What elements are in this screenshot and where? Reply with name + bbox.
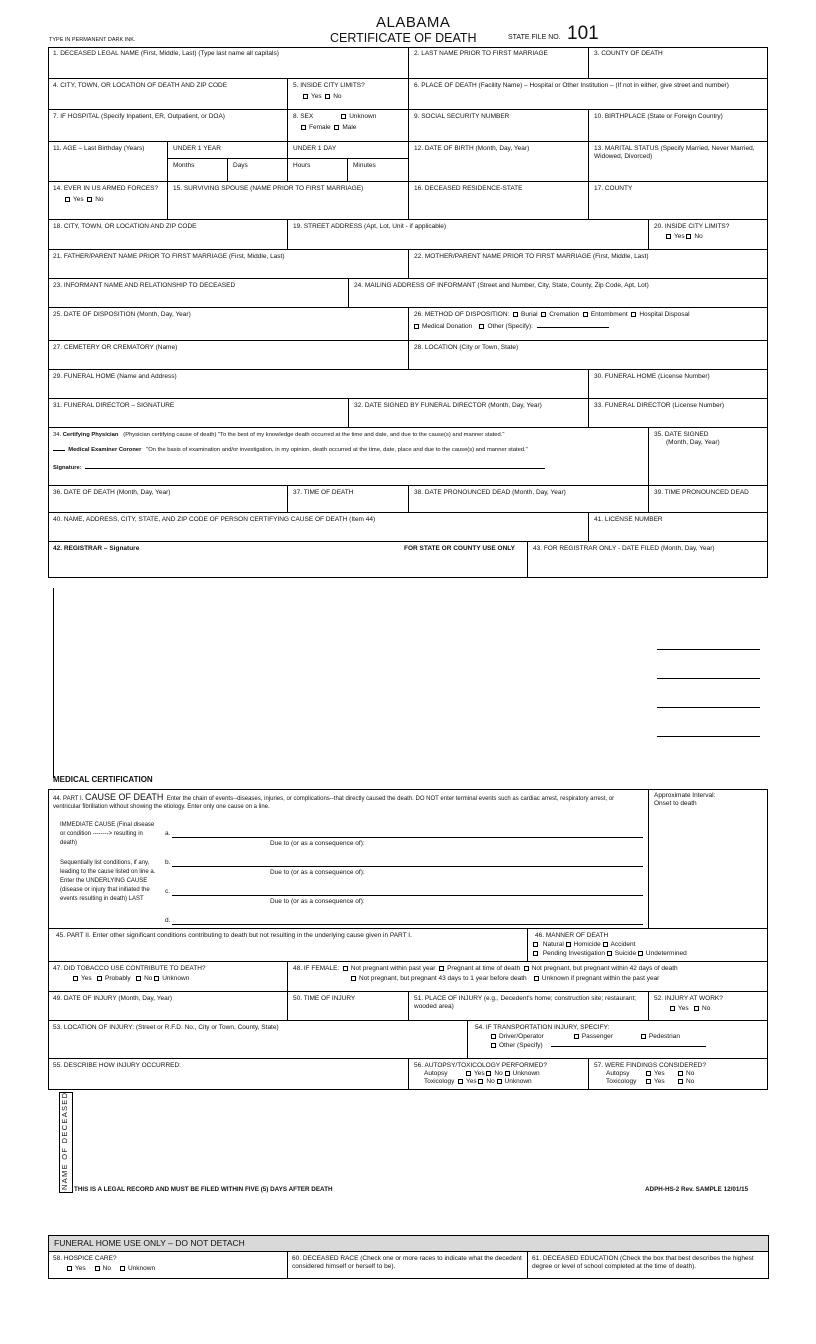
no-label: No bbox=[686, 1078, 695, 1086]
passenger-checkbox[interactable] bbox=[574, 1034, 579, 1039]
field-24-informant-address[interactable] bbox=[349, 279, 768, 308]
yes-checkbox[interactable] bbox=[466, 1071, 471, 1076]
yes-checkbox[interactable] bbox=[458, 1079, 463, 1084]
label: 9. SOCIAL SECURITY NUMBER bbox=[414, 113, 510, 120]
label: 60. DECEASED RACE (Check one or more races to indicate what the decedent considered himself or herself to be). bbox=[292, 1255, 522, 1271]
label: 52. INJURY AT WORK? bbox=[654, 995, 723, 1002]
other-specify-label: Other (Specify): bbox=[487, 323, 533, 331]
label: Approximate Interval: Onset to death bbox=[654, 792, 716, 808]
line-a-label: a. bbox=[165, 830, 171, 837]
label: 20. INSIDE CITY LIMITS? bbox=[654, 223, 730, 230]
label: 36. DATE OF DEATH (Month, Day, Year) bbox=[53, 489, 171, 496]
state-file-number: 101 bbox=[567, 23, 599, 44]
label: UNDER 1 YEAR bbox=[173, 145, 221, 152]
pregnant-43-days-checkbox[interactable] bbox=[351, 976, 356, 981]
field-10-birthplace[interactable] bbox=[589, 110, 768, 142]
label: 33. FUNERAL DIRECTOR (License Number) bbox=[594, 402, 725, 409]
suicide-checkbox[interactable] bbox=[638, 951, 643, 956]
label: 14. EVER IN US ARMED FORCES? bbox=[53, 185, 159, 192]
yes-checkbox[interactable] bbox=[303, 94, 308, 99]
field-7-if-hospital[interactable] bbox=[48, 110, 288, 142]
field-34-certifier bbox=[48, 428, 649, 486]
label: 54. IF TRANSPORTATION INJURY, SPECIFY: bbox=[475, 1024, 610, 1031]
field-11-age[interactable] bbox=[48, 142, 168, 182]
field-9-ssn[interactable] bbox=[409, 110, 589, 142]
due-to-label: Due to (or as a consequence of): bbox=[270, 840, 365, 847]
probably-label: Probably bbox=[105, 975, 131, 983]
unknown-label: Unknown bbox=[512, 1070, 540, 1078]
form-id: ADPH-HS-2 Rev. SAMPLE 12/01/15 bbox=[645, 1186, 749, 1193]
not-pregnant-year-checkbox[interactable] bbox=[343, 966, 348, 971]
no-label: No bbox=[144, 975, 153, 983]
no-label: No bbox=[486, 1078, 495, 1086]
autopsy-label: Autopsy bbox=[424, 1070, 448, 1078]
label: 18. CITY, TOWN, OR LOCATION AND ZIP CODE bbox=[53, 223, 197, 230]
blank-line bbox=[657, 736, 760, 737]
no-label: No bbox=[102, 1265, 111, 1273]
field-14-armed-forces bbox=[48, 182, 168, 220]
field-33-funeral-director-license[interactable] bbox=[589, 399, 768, 428]
field-26-method-of-disposition bbox=[409, 308, 768, 341]
field-18-city-zip[interactable] bbox=[48, 220, 288, 250]
label: 19. STREET ADDRESS (Apt, Lot, Unit - if applicable) bbox=[293, 223, 447, 230]
days-field[interactable] bbox=[228, 159, 288, 182]
label: 45. PART II. Enter other significant conditions contributing to death but not resulting in the underlying cause given in PART I. bbox=[56, 932, 412, 939]
label: Minutes bbox=[353, 162, 376, 169]
field-48-if-female bbox=[288, 962, 768, 992]
field-31-funeral-director-signature[interactable] bbox=[48, 399, 349, 428]
pedestrian-label: Pedestrian bbox=[648, 1033, 680, 1041]
field-number: 34. bbox=[53, 432, 62, 438]
no-label: No bbox=[686, 1070, 695, 1078]
field-23-informant[interactable] bbox=[48, 279, 349, 308]
yes-label: Yes bbox=[654, 1078, 665, 1086]
natural-label: Natural bbox=[542, 941, 564, 949]
cause-line-a[interactable] bbox=[172, 837, 643, 838]
line-c-label: c. bbox=[165, 888, 171, 895]
other-label: Other (Specify) bbox=[499, 1042, 543, 1050]
state-title: ALABAMA bbox=[376, 14, 451, 31]
field-61-deceased-education[interactable] bbox=[528, 1252, 768, 1278]
medical-examiner-label: Medical Examiner Coroner bbox=[68, 447, 142, 454]
certifying-physician-label: Certifying Physician bbox=[62, 432, 119, 438]
signature-line[interactable] bbox=[85, 468, 545, 469]
label: 38. DATE PRONOUNCED DEAD (Month, Day, Year) bbox=[414, 489, 566, 496]
yes-label: Yes bbox=[311, 93, 322, 101]
field-52-injury-at-work bbox=[649, 992, 768, 1021]
label: 32. DATE SIGNED BY FUNERAL DIRECTOR (Month, Day, Year) bbox=[354, 402, 542, 409]
field-1-deceased-name[interactable] bbox=[48, 47, 409, 79]
label: 1. DECEASED LEGAL NAME (First, Middle, Last) (Type last name all capitals) bbox=[53, 50, 279, 57]
field-21-father-name[interactable] bbox=[48, 250, 409, 279]
toxicology-label: Toxicology bbox=[606, 1078, 637, 1086]
field-20-inside-city-limits bbox=[649, 220, 768, 250]
hospital-disposal-label: Hospital Disposal bbox=[639, 311, 690, 318]
other-checkbox[interactable] bbox=[479, 324, 484, 329]
immediate-cause-label: IMMEDIATE CAUSE (Final disease or condition --------> resulting in death) bbox=[60, 822, 155, 846]
hospital-disposal-checkbox[interactable] bbox=[631, 312, 636, 317]
label: 31. FUNERAL DIRECTOR – SIGNATURE bbox=[53, 402, 175, 409]
field-41-license-number[interactable] bbox=[589, 513, 768, 542]
driver-checkbox[interactable] bbox=[491, 1034, 496, 1039]
yes-label: Yes bbox=[466, 1078, 477, 1086]
label: 35. DATE SIGNED bbox=[654, 431, 709, 438]
cause-line-c[interactable] bbox=[172, 895, 643, 896]
label: 29. FUNERAL HOME (Name and Address) bbox=[53, 373, 177, 380]
field-60-deceased-race[interactable] bbox=[288, 1252, 528, 1278]
field-15-surviving-spouse[interactable] bbox=[168, 182, 409, 220]
autopsy-label: Autopsy bbox=[606, 1070, 630, 1078]
pregnant-at-death-checkbox[interactable] bbox=[439, 966, 444, 971]
medical-certification-heading: MEDICAL CERTIFICATION bbox=[53, 775, 153, 784]
margin-rule bbox=[53, 588, 54, 778]
label: 24. MAILING ADDRESS OF INFORMANT (Street and Number, City, State, County, Zip Code, Apt, Lot) bbox=[354, 282, 649, 289]
no-checkbox[interactable] bbox=[325, 94, 330, 99]
no-label: No bbox=[494, 1070, 503, 1078]
field-6-place-of-death[interactable] bbox=[409, 79, 768, 110]
field-28-location[interactable] bbox=[409, 341, 768, 370]
label: 12. DATE OF BIRTH (Month, Day, Year) bbox=[414, 145, 530, 152]
label: 56. AUTOPSY/TOXICOLOGY PERFORMED? bbox=[414, 1062, 547, 1069]
field-43-date-filed[interactable] bbox=[528, 542, 768, 578]
label: 47. DID TOBACCO USE CONTRIBUTE TO DEATH? bbox=[53, 965, 206, 972]
funeral-home-header-text: FUNERAL HOME USE ONLY – DO NOT DETACH bbox=[54, 1238, 245, 1248]
label: 53. LOCATION OF INJURY: (Street or R.F.D. No., City or Town, County, State) bbox=[53, 1024, 279, 1031]
field-29-funeral-home[interactable] bbox=[48, 370, 589, 399]
yes-label: Yes bbox=[73, 196, 84, 204]
label: 30. FUNERAL HOME (License Number) bbox=[594, 373, 710, 380]
sequential-label: Sequentially list conditions, if any, leading to the cause listed on line a. Enter the UNDERLYING CAUSE (disease or injury that initiated the events resulting in death) LAST bbox=[60, 860, 156, 903]
no-checkbox[interactable] bbox=[136, 976, 141, 981]
label: 13. MARITAL STATUS (Specify Married, Never Married, Widowed, Divorced) bbox=[594, 145, 755, 161]
field-30-funeral-home-license[interactable] bbox=[589, 370, 768, 399]
label: 23. INFORMANT NAME AND RELATIONSHIP TO DECEASED bbox=[53, 282, 236, 289]
label: 57. WERE FINDINGS CONSIDERED? bbox=[594, 1062, 706, 1069]
label: 50. TIME OF INJURY bbox=[293, 995, 356, 1002]
unknown-label: Unknown bbox=[349, 113, 377, 120]
label: 10. BIRTHPLACE (State or Foreign Country) bbox=[594, 113, 723, 120]
pending-label: Pending Investigation bbox=[542, 950, 605, 958]
for-state-county-use: FOR STATE OR COUNTY USE ONLY bbox=[404, 545, 515, 552]
label: 8. SEX bbox=[293, 113, 314, 120]
other-checkbox[interactable] bbox=[491, 1043, 496, 1048]
yes-label: Yes bbox=[654, 1070, 665, 1078]
blank-line bbox=[657, 707, 760, 708]
unknown-pregnant-checkbox[interactable] bbox=[534, 976, 539, 981]
yes-checkbox[interactable] bbox=[666, 234, 671, 239]
funeral-home-header bbox=[49, 1236, 768, 1252]
label: 48. IF FEMALE: bbox=[293, 965, 340, 972]
no-checkbox[interactable] bbox=[478, 1079, 483, 1084]
field-36-date-of-death[interactable] bbox=[48, 486, 288, 513]
line-b-label: b. bbox=[165, 859, 171, 866]
field-49-date-of-injury[interactable] bbox=[48, 992, 288, 1021]
unknown-checkbox[interactable] bbox=[341, 114, 346, 119]
label: 5. INSIDE CITY LIMITS? bbox=[293, 82, 365, 89]
accident-label: Accident bbox=[610, 941, 636, 949]
field-51-place-of-injury[interactable] bbox=[409, 992, 649, 1021]
medical-donation-checkbox[interactable] bbox=[414, 324, 419, 329]
field-47-tobacco bbox=[48, 962, 288, 992]
male-checkbox[interactable] bbox=[334, 125, 339, 130]
field-42-registrar-signature[interactable] bbox=[48, 542, 528, 578]
field-12-date-of-birth[interactable] bbox=[409, 142, 589, 182]
yes-checkbox[interactable] bbox=[670, 1006, 675, 1011]
field-2-last-name-prior[interactable] bbox=[409, 47, 589, 79]
label: 26. METHOD OF DISPOSITION: bbox=[414, 311, 510, 318]
unknown-checkbox[interactable] bbox=[497, 1079, 502, 1084]
no-label: No bbox=[694, 233, 703, 241]
female-checkbox[interactable] bbox=[301, 125, 306, 130]
state-file-label: STATE FILE NO. bbox=[508, 34, 561, 41]
probably-checkbox[interactable] bbox=[97, 976, 102, 981]
homicide-label: Homicide bbox=[573, 941, 601, 949]
field-39-time-pronounced[interactable] bbox=[649, 486, 768, 513]
label: 42. REGISTRAR – Signature bbox=[53, 545, 140, 552]
label: 28. LOCATION (City or Town, State) bbox=[414, 344, 519, 351]
natural-checkbox[interactable] bbox=[566, 942, 571, 947]
toxicology-label: Toxicology bbox=[424, 1078, 455, 1086]
field-50-time-of-injury[interactable] bbox=[288, 992, 409, 1021]
medical-examiner-text: "On the basis of examination and/or investigation, in my opinion, death occurred at the time, date, place and due to the cause(s) and manner stated." bbox=[146, 447, 528, 454]
label: 40. NAME, ADDRESS, CITY, STATE, AND ZIP CODE OF PERSON CERTIFYING CAUSE OF DEATH (Item 44) bbox=[53, 516, 376, 523]
label: 55. DESCRIBE HOW INJURY OCCURRED: bbox=[53, 1062, 181, 1069]
label: 15. SURVIVING SPOUSE (NAME PRIOR TO FIRST MARRIAGE) bbox=[173, 185, 364, 192]
certifying-physician-text: (Physician certifying cause of death) "To the best of my knowledge death occurred at the time and date, and due to the cause(s) and manner stated." bbox=[123, 432, 505, 438]
unknown-label: Unknown bbox=[127, 1265, 156, 1273]
field-25-date-of-disposition[interactable] bbox=[48, 308, 409, 341]
certificate-title: CERTIFICATE OF DEATH bbox=[330, 31, 477, 45]
label: 25. DATE OF DISPOSITION (Month, Day, Year) bbox=[53, 311, 191, 318]
field-32-date-signed[interactable] bbox=[349, 399, 589, 428]
yes-checkbox[interactable] bbox=[65, 197, 70, 202]
cause-line-b[interactable] bbox=[172, 866, 643, 867]
no-label: No bbox=[333, 93, 342, 101]
hours-field[interactable] bbox=[288, 159, 348, 182]
label: 6. PLACE OF DEATH (Facility Name) – Hospital or Other Institution – (If not in either, give street and number) bbox=[414, 82, 729, 89]
pregnant-43-days-label: Not pregnant, but pregnant 43 days to 1 year before death bbox=[359, 975, 527, 983]
pregnant-at-death-label: Pregnant at time of death bbox=[447, 965, 521, 972]
label: 41. LICENSE NUMBER bbox=[594, 516, 663, 523]
under-1-year-header bbox=[168, 142, 288, 159]
label: 2. LAST NAME PRIOR TO FIRST MARRIAGE bbox=[414, 50, 548, 57]
yes-label: Yes bbox=[81, 975, 92, 983]
field-54-transportation-injury bbox=[468, 1021, 768, 1059]
no-checkbox[interactable] bbox=[95, 1266, 100, 1271]
no-label: No bbox=[702, 1005, 711, 1013]
label: 51. PLACE OF INJURY (e.g., Decedent's home; construction site; restaurant; wooded area) bbox=[414, 995, 637, 1011]
unknown-label: Unknown bbox=[504, 1078, 532, 1086]
suicide-label: Suicide bbox=[614, 950, 637, 958]
yes-label: Yes bbox=[674, 233, 685, 241]
passenger-label: Passenger bbox=[581, 1033, 613, 1041]
no-checkbox[interactable] bbox=[87, 197, 92, 202]
field-37-time-of-death[interactable] bbox=[288, 486, 409, 513]
yes-checkbox[interactable] bbox=[67, 1266, 72, 1271]
label: 3. COUNTY OF DEATH bbox=[594, 50, 663, 57]
label: 49. DATE OF INJURY (Month, Day, Year) bbox=[53, 995, 173, 1002]
label: Hours bbox=[293, 162, 311, 169]
field-46-manner-of-death bbox=[528, 929, 768, 962]
sublabel: (Month, Day, Year) bbox=[666, 439, 720, 447]
field-27-cemetery[interactable] bbox=[48, 341, 409, 370]
medical-donation-label: Medical Donation bbox=[422, 323, 473, 331]
label: 46. MANNER OF DEATH bbox=[535, 932, 609, 939]
medical-examiner-check-line[interactable] bbox=[53, 450, 65, 451]
line-d-label: d. bbox=[165, 917, 171, 924]
approximate-interval[interactable] bbox=[649, 789, 768, 929]
entombment-checkbox[interactable] bbox=[583, 312, 588, 317]
field-5-inside-city-limits bbox=[288, 79, 409, 110]
female-label: Female bbox=[309, 124, 331, 132]
label: 21. FATHER/PARENT NAME PRIOR TO FIRST MARRIAGE (First, Middle, Last) bbox=[53, 253, 285, 260]
label: 17. COUNTY bbox=[594, 185, 633, 192]
label: 22. MOTHER/PARENT NAME PRIOR TO FIRST MARRIAGE (First, Middle, Last) bbox=[414, 253, 649, 260]
signature-label: Signature: bbox=[53, 465, 82, 472]
pregnant-42-days-label: Not pregnant, but pregnant within 42 days of death bbox=[531, 965, 678, 972]
field-8-sex bbox=[288, 110, 409, 142]
burial-label: Burial bbox=[520, 311, 538, 318]
other-specify-line[interactable] bbox=[551, 1046, 706, 1047]
burial-checkbox[interactable] bbox=[513, 312, 518, 317]
unknown-checkbox[interactable] bbox=[120, 1266, 125, 1271]
no-checkbox[interactable] bbox=[694, 1006, 699, 1011]
months-field[interactable] bbox=[168, 159, 228, 182]
cause-line-d[interactable] bbox=[172, 924, 643, 925]
label: 43. FOR REGISTRAR ONLY - DATE FILED (Month, Day, Year) bbox=[533, 545, 715, 552]
yes-label: Yes bbox=[474, 1070, 485, 1078]
male-label: Male bbox=[342, 124, 357, 132]
not-pregnant-year-label: Not pregnant within past year bbox=[350, 965, 436, 972]
field-55-how-injury-occurred[interactable] bbox=[48, 1059, 409, 1090]
label: 4. CITY, TOWN, OR LOCATION OF DEATH AND ZIP CODE bbox=[53, 82, 228, 89]
no-label: No bbox=[95, 196, 104, 204]
label: 39. TIME PRONOUNCED DEAD bbox=[654, 489, 749, 496]
name-of-deceased-label: NAME OF DECEASED bbox=[60, 1091, 69, 1190]
yes-checkbox[interactable] bbox=[646, 1079, 651, 1084]
blank-line bbox=[657, 678, 760, 679]
entombment-label: Entombment bbox=[590, 311, 628, 318]
label: 27. CEMETERY OR CREMATORY (Name) bbox=[53, 344, 178, 351]
field-58-hospice bbox=[49, 1252, 288, 1278]
yes-label: Yes bbox=[678, 1005, 689, 1013]
homicide-checkbox[interactable] bbox=[603, 942, 608, 947]
due-to-label: Due to (or as a consequence of): bbox=[270, 869, 365, 876]
under-1-day-header bbox=[288, 142, 409, 159]
no-checkbox[interactable] bbox=[486, 1071, 491, 1076]
field-57-findings-considered bbox=[589, 1059, 768, 1090]
field-53-location-of-injury[interactable] bbox=[48, 1021, 468, 1059]
label: Months bbox=[173, 162, 195, 169]
field-35-date-signed[interactable] bbox=[649, 428, 768, 486]
yes-checkbox[interactable] bbox=[73, 976, 78, 981]
part-1-label: 44. PART I. bbox=[53, 796, 84, 802]
no-checkbox[interactable] bbox=[686, 234, 691, 239]
cremation-checkbox[interactable] bbox=[541, 312, 546, 317]
field-45-other-conditions[interactable] bbox=[48, 929, 528, 962]
pedestrian-checkbox[interactable] bbox=[641, 1034, 646, 1039]
due-to-label: Due to (or as a consequence of): bbox=[270, 898, 365, 905]
driver-label: Driver/Operator bbox=[499, 1033, 544, 1041]
unknown-checkbox[interactable] bbox=[154, 976, 159, 981]
field-22-mother-name[interactable] bbox=[409, 250, 768, 279]
field-56-autopsy-toxicology bbox=[409, 1059, 589, 1090]
field-19-street-address[interactable] bbox=[288, 220, 649, 250]
unknown-pregnant-label: Unknown if pregnant within the past year bbox=[541, 975, 660, 983]
yes-checkbox[interactable] bbox=[646, 1071, 651, 1076]
label: 58. HOSPICE CARE? bbox=[53, 1255, 117, 1262]
label: Days bbox=[233, 162, 248, 169]
label: 16. DECEASED RESIDENCE-STATE bbox=[414, 185, 523, 192]
part-1-title: CAUSE OF DEATH bbox=[85, 792, 164, 802]
blank-checkbox[interactable] bbox=[533, 951, 538, 956]
field-40-certifier-address[interactable] bbox=[48, 513, 589, 542]
other-specify-line[interactable] bbox=[537, 327, 609, 328]
legal-record-notice: THIS IS A LEGAL RECORD AND MUST BE FILED WITHIN FIVE (5) DAYS AFTER DEATH bbox=[74, 1186, 333, 1193]
no-checkbox[interactable] bbox=[678, 1079, 683, 1084]
field-13-marital-status[interactable] bbox=[589, 142, 768, 182]
field-3-county-of-death[interactable] bbox=[589, 47, 768, 79]
cremation-label: Cremation bbox=[549, 311, 580, 318]
field-38-date-pronounced[interactable] bbox=[409, 486, 649, 513]
type-ink-note: TYPE IN PERMANENT DARK INK. bbox=[49, 37, 136, 43]
unknown-checkbox[interactable] bbox=[505, 1071, 510, 1076]
field-16-residence-state[interactable] bbox=[409, 182, 589, 220]
minutes-field[interactable] bbox=[348, 159, 409, 182]
field-17-county[interactable] bbox=[589, 182, 768, 220]
pregnant-42-days-checkbox[interactable] bbox=[524, 966, 529, 971]
field-4-city-of-death[interactable] bbox=[48, 79, 288, 110]
label: 7. IF HOSPITAL (Specify Inpatient, ER, Outpatient, or DOA) bbox=[53, 113, 225, 120]
unknown-label: Unknown bbox=[162, 975, 190, 983]
no-checkbox[interactable] bbox=[678, 1071, 683, 1076]
label: 11. AGE – Last Birthday (Years) bbox=[53, 145, 145, 152]
undetermined-label: Undetermined bbox=[645, 950, 687, 958]
blank-checkbox[interactable] bbox=[533, 942, 538, 947]
label: UNDER 1 DAY bbox=[293, 145, 337, 152]
label: 61. DECEASED EDUCATION (Check the box that best describes the highest degree or level of school completed at the time of death). bbox=[532, 1255, 754, 1271]
pending-checkbox[interactable] bbox=[607, 951, 612, 956]
label: 37. TIME OF DEATH bbox=[293, 489, 354, 496]
blank-line bbox=[657, 649, 760, 650]
yes-label: Yes bbox=[75, 1265, 86, 1273]
part-1-instructions: Enter the chain of events--diseases, injuries, or complications--that directly caused the death. DO NOT enter terminal events such as cardiac arrest, respiratory arrest, or ventricular fibrillation without showing the etiology. Enter only one cause on a line. bbox=[53, 796, 615, 810]
